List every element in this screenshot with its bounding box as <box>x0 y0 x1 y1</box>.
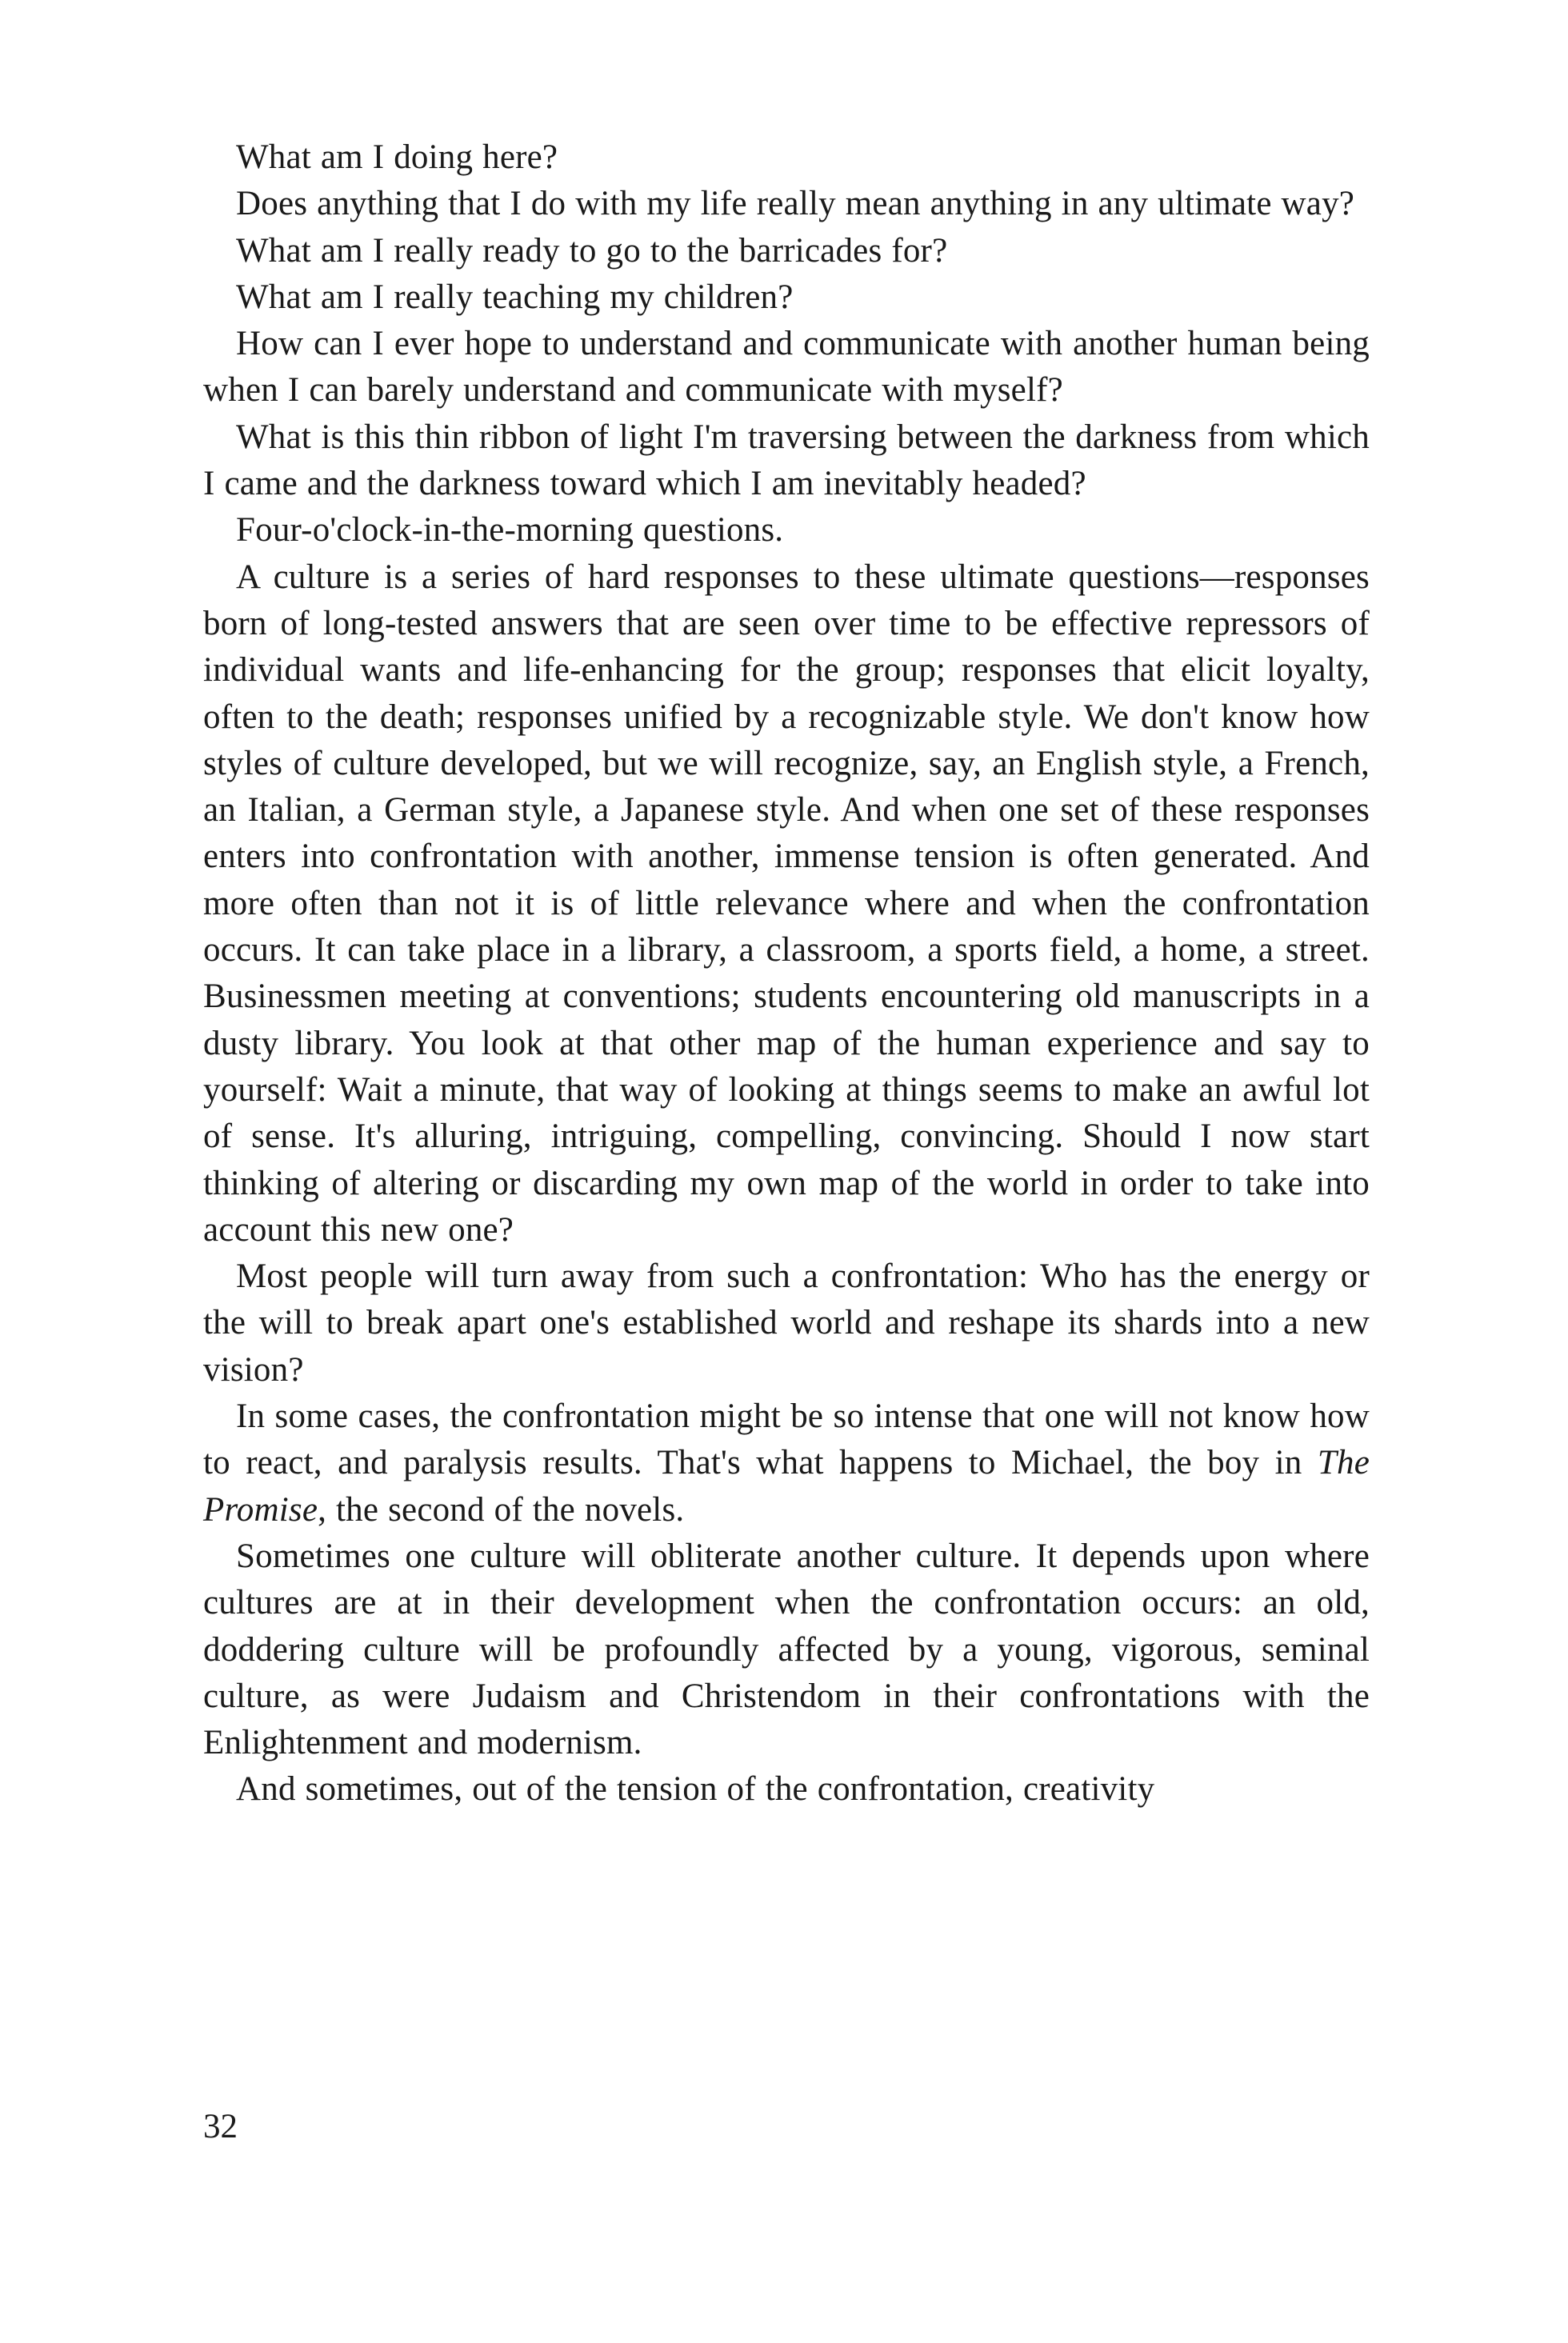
paragraph-12: And sometimes, out of the tension of the confrontation, creativity <box>236 1770 1155 1809</box>
paragraph-4: What am I really teaching my children? <box>236 278 794 316</box>
paragraph-7: Four-o'clock-in-the-morning questions. <box>236 511 784 550</box>
paragraph-10-text-before: In some cases, the confrontation might be so intense that one will not know how to react, and paralysis results. That's what happens to Michael, the boy in <box>203 1397 1370 1482</box>
paragraph-10-text-after: , the second of the novels. <box>318 1490 685 1529</box>
paragraph-8: A culture is a series of hard responses to these ultimate questions—responses born of long-tested answers that are seen over time to be effective repressors of individual wants and life-enhancing for the group; responses that elicit loyalty, often to the death; responses unified by a recognizable style. We don't know how styles of culture developed, but we will recognize, say, an English style, a French, an Italian, a German style, a Japanese style. And when one set of these responses enters into confrontation with another, immense tension is often generated. And more often than not it is of little relevance where and when the confrontation occurs. It can take place in a library, a classroom, a sports field, a home, a street. Businessmen meeting at conventions; students encountering old manuscripts in a dusty library. You look at that other map of the human experience and say to yourself: Wait a minute, that way of looking at things seems to make an awful lot of sense. It's alluring, intriguing, compelling, convincing. Should I now start thinking of altering or discarding my own map of the world in order to take into account this new one? <box>203 558 1370 1249</box>
paragraph-3: What am I really ready to go to the barricades for? <box>236 231 948 270</box>
paragraph-10 <box>203 1393 1370 1533</box>
page-number: 32 <box>203 2108 238 2145</box>
paragraph-6: What is this thin ribbon of light I'm traversing between the darkness from which I came and the darkness toward which I am inevitably headed? <box>203 418 1370 503</box>
paragraph-5: How can I ever hope to understand and communicate with another human being when I can barely understand and communicate with myself? <box>203 325 1370 410</box>
paragraph-9: Most people will turn away from such a confrontation: Who has the energy or the will to break apart one's established world and reshape its shards into a new vision? <box>203 1257 1370 1389</box>
paragraph-2: Does anything that I do with my life really mean anything in any ultimate way? <box>236 185 1355 223</box>
paragraph-11: Sometimes one culture will obliterate another culture. It depends upon where cultures are at in their development when the confrontation occurs: an old, doddering culture will be profoundly affected by a young, vigorous, seminal culture, as were Judaism and Christendom in their confrontations with the Enlightenment and modernism. <box>203 1537 1370 1762</box>
paragraph-1: What am I doing here? <box>236 138 558 176</box>
book-title-the-promise: The Promise <box>203 1444 1370 1529</box>
page-body <box>203 134 1370 1813</box>
